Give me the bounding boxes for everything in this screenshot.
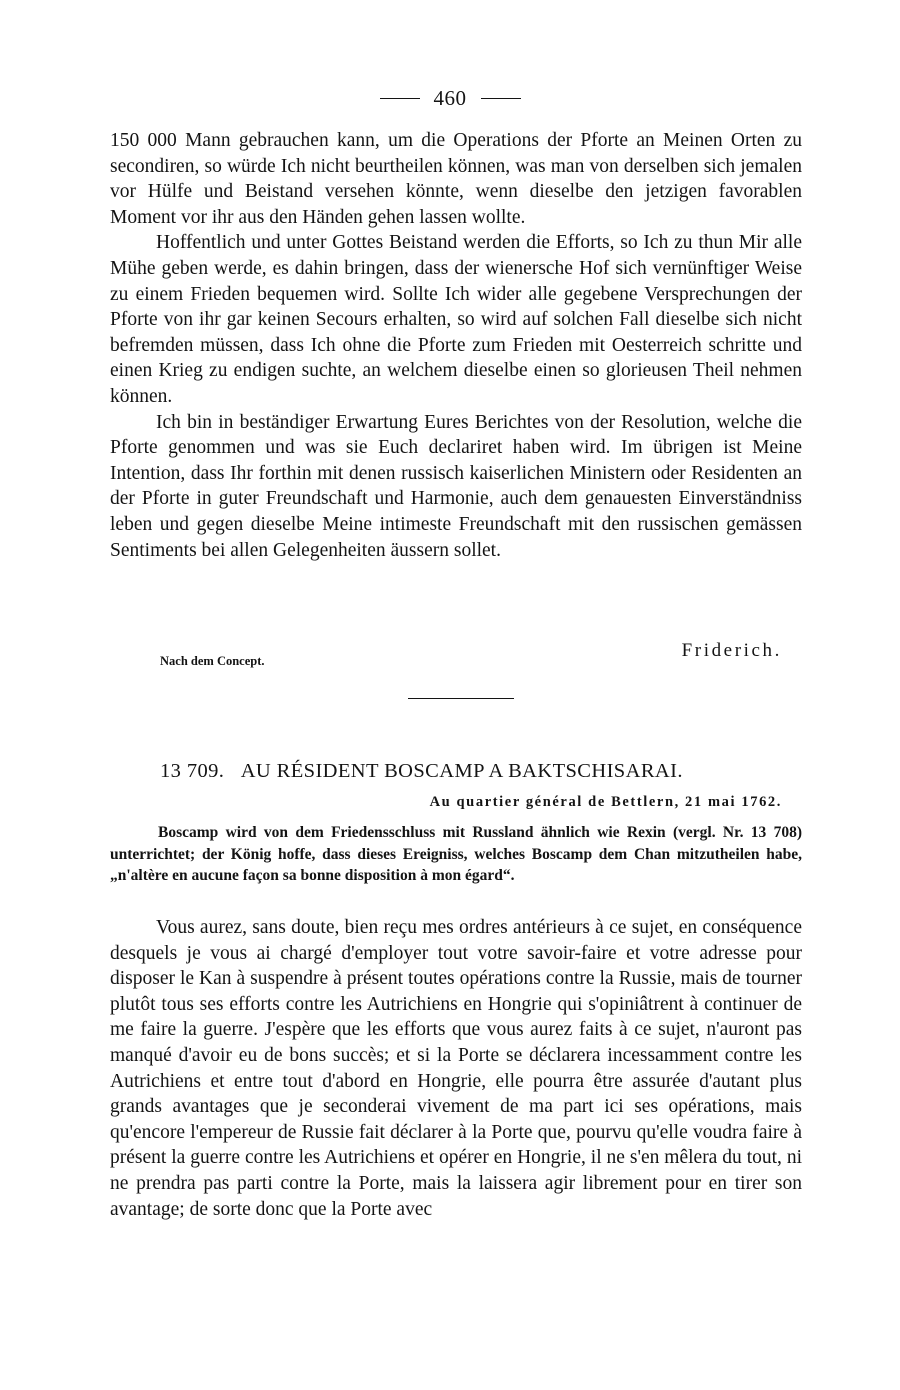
signature: Friderich. xyxy=(681,640,782,661)
source-note: Nach dem Concept. xyxy=(160,654,265,668)
letter-heading xyxy=(160,760,840,783)
page-number: 460 xyxy=(433,86,467,110)
header-rule-right xyxy=(481,98,521,99)
paragraph: Ich bin in beständiger Erwartung Eures Berichtes von der Resolution, welche die Pforte genommen und was sie Euch declariret haben wird. Im übrigen ist Meine Intention, dass Ihr forthin mit denen russisch kaiserlichen Ministern oder Residenten an der Pforte in guter Freundschaft und Harmonie, auch dem genauesten Einverständniss leben und gegen dieselbe Meine intimeste Freundschaft mit den russischen gemässen Sentiments bei allen Gelegenheiten äussern sollet. xyxy=(110,411,802,561)
paragraph: 150 000 Mann gebrauchen kann, um die Operations der Pforte an Meinen Orten zu secondiren, so würde Ich nicht beurtheilen können, was man von derselben sich jemalen vor Hülfe und Beistand versehen könnte, wenn dieselbe den jetzigen favorablen Moment vor ihr aus den Händen gehen lassen wollte. xyxy=(110,130,802,228)
letter-body xyxy=(110,915,802,1222)
previous-letter-body xyxy=(110,128,802,563)
header-rule-left xyxy=(380,98,420,99)
letter-title: AU RÉSIDENT BOSCAMP A BAKTSCHISARAI. xyxy=(240,760,683,782)
paragraph: Hoffentlich und unter Gottes Beistand werden die Efforts, so Ich zu thun Mir alle Mühe geben werde, es dahin bringen, dass der wienersche Hof sich vernünftiger Weise zu einem Frieden bequemen wird. Sollte Ich wider alle gegebene Versprechungen der Pforte von ihr gar keinen Secours erhalten, so wird auf solchen Fall dieselbe sich nicht befremden müssen, dass Ich ohne die Pforte zum Frieden mit Oesterreich schritte und einen Krieg zu endigen suchte, an welchem dieselbe einen so glorieusen Theil nehmen können. xyxy=(110,232,802,407)
letter-summary: Boscamp wird von dem Friedensschluss mit Russland ähnlich wie Rexin (vergl. Nr. 13 708) unterrichtet; der König hoffe, dass dieses Ereigniss, welches Boscamp dem Chan mitzutheilen habe, „n'altère en aucune façon sa bonne disposition à mon égard“. xyxy=(110,824,802,884)
section-divider xyxy=(408,698,514,699)
letter-number: 13 709. xyxy=(160,760,225,782)
letter-closing xyxy=(110,640,802,676)
page-header xyxy=(0,86,900,111)
paragraph: Vous aurez, sans doute, bien reçu mes ordres antérieurs à ce sujet, en conséquence desquels je vous ai chargé d'employer tout votre savoir-faire et votre adresse pour disposer le Kan à suspendre à présent toutes opérations contre la Russie, mais de tourner plutôt tous ses efforts contre les Autrichiens en Hongrie qui s'opiniâtrent à continuer de me faire la guerre. J'espère que les efforts que vous aurez faits à ce sujet, n'auront pas manqué d'avoir eu de bons succès; et si la Porte se déclarera incessamment contre les Autrichiens et entre tout d'abord en Hongrie, elle pourra être assurée d'autant plus grands avantages que je seconderai vivement de ma part ici ses opérations, mais qu'encore l'empereur de Russie fait déclarer à la Porte que, pourvu qu'elle voudra faire à présent la guerre contre les Autrichiens et opérer en Hongrie, il ne s'en mêlera du tout, ni ne prendra pas parti contre la Porte, mais la laissera agir librement pour en tirer son avantage; de sorte donc que la Porte avec xyxy=(110,917,802,1220)
letter-dateline: Au quartier général de Bettlern, 21 mai 1762. xyxy=(429,794,782,810)
